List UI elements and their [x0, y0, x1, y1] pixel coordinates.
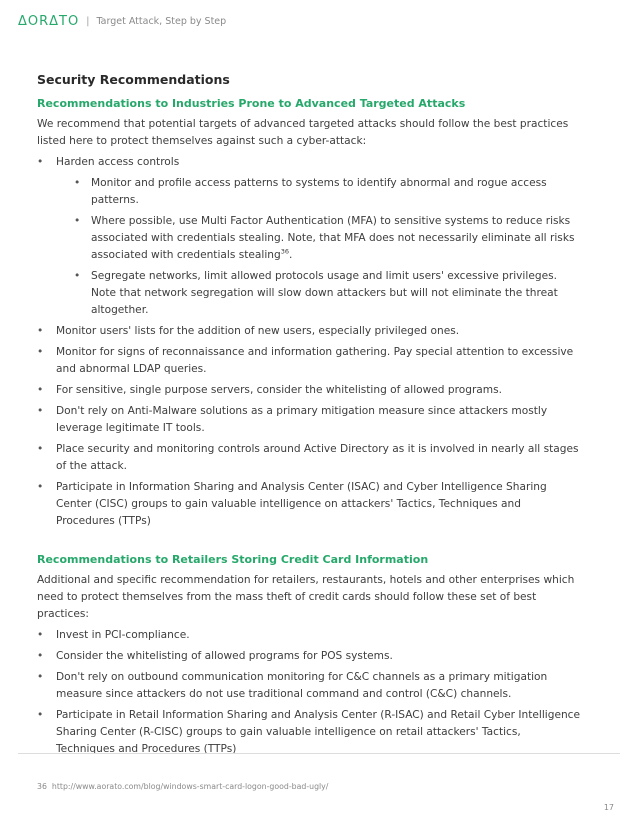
list-item — [37, 154, 582, 319]
list-item: • Invest in PCI-compliance. — [37, 627, 582, 644]
list-item: • Participate in Retail Information Sharing and Analysis Center (R-ISAC) and Retail Cyber Intelligence Sharing Center (R-CISC) groups to gain valuable intelligence on retail attackers' Tactics, Techniques and Procedures (TTPs) — [37, 707, 582, 758]
industries-intro: We recommend that potential targets of advanced targeted attacks should follow the best practices listed here to protect themselves against such a cyber-attack: — [37, 118, 569, 147]
industries-list — [37, 154, 582, 530]
footer-divider — [18, 753, 620, 754]
retailers-heading: Recommendations to Retailers Storing Credit Card Information — [37, 553, 429, 566]
list-item: • Participate in Information Sharing and Analysis Center (ISAC) and Cyber Intelligence Sharing Center (CISC) groups to gain valuable intelligence on attackers' Tactics, Techniques and Procedures (TTPs) — [37, 479, 582, 530]
document-title: Target Attack, Step by Step — [96, 16, 227, 27]
list-item: • Consider the whitelisting of allowed programs for POS systems. — [37, 648, 582, 665]
list-item: • Don't rely on Anti-Malware solutions as a primary mitigation measure since attackers mostly leverage legitimate IT tools. — [37, 403, 582, 437]
list-item: • Segregate networks, limit allowed protocols usage and limit users' excessive privileges. Note that network segregation will slow down attackers but will not eliminate the threat altogether. — [56, 268, 582, 319]
list-item — [56, 213, 582, 264]
list-item: • Don't rely on outbound communication monitoring for C&C channels as a primary mitigation measure since attackers do not use traditional command and control (C&C) channels. — [37, 669, 582, 703]
harden-sublist — [56, 175, 582, 319]
header-separator: | — [86, 16, 90, 27]
footnote — [37, 782, 328, 791]
footnote-url[interactable]: http://www.aorato.com/blog/windows-smart-card-logon-good-bad-ugly/ — [51, 782, 329, 791]
aorato-logo: ΔORΔTO — [18, 14, 80, 29]
main-content — [37, 72, 582, 762]
list-item: • Monitor and profile access patterns to systems to identify abnormal and rogue access patterns. — [56, 175, 582, 209]
retailers-intro: Additional and specific recommendation for retailers, restaurants, hotels and other enterprises which need to protect themselves from the mass theft of credit cards should follow these set of best practices: — [37, 574, 575, 620]
section-title: Security Recommendations — [37, 72, 230, 87]
page-number: 17 — [603, 803, 614, 812]
list-item: • For sensitive, single purpose servers, consider the whitelisting of allowed programs. — [37, 382, 582, 399]
industries-heading: Recommendations to Industries Prone to Advanced Targeted Attacks — [37, 97, 466, 110]
footnote-ref: 36 — [280, 247, 290, 256]
page-header — [18, 14, 226, 29]
list-item: • Monitor users' lists for the addition of new users, especially privileged ones. — [37, 323, 582, 340]
list-item: • Monitor for signs of reconnaissance and information gathering. Pay special attention to excessive and abnormal LDAP queries. — [37, 344, 582, 378]
list-item: • Place security and monitoring controls around Active Directory as it is involved in nearly all stages of the attack. — [37, 441, 582, 475]
section-gap — [37, 534, 582, 552]
footnote-number: 36 — [37, 782, 47, 791]
mfa-text-end: . — [289, 249, 293, 261]
mfa-text: Where possible, use Multi Factor Authentication (MFA) to sensitive systems to reduce risks associated with credentials stealing. Note, that MFA does not necessarily eliminate all risks associated with credentials stealing — [91, 215, 575, 261]
retailers-list — [37, 627, 582, 758]
harden-access-label: Harden access controls — [56, 156, 180, 168]
